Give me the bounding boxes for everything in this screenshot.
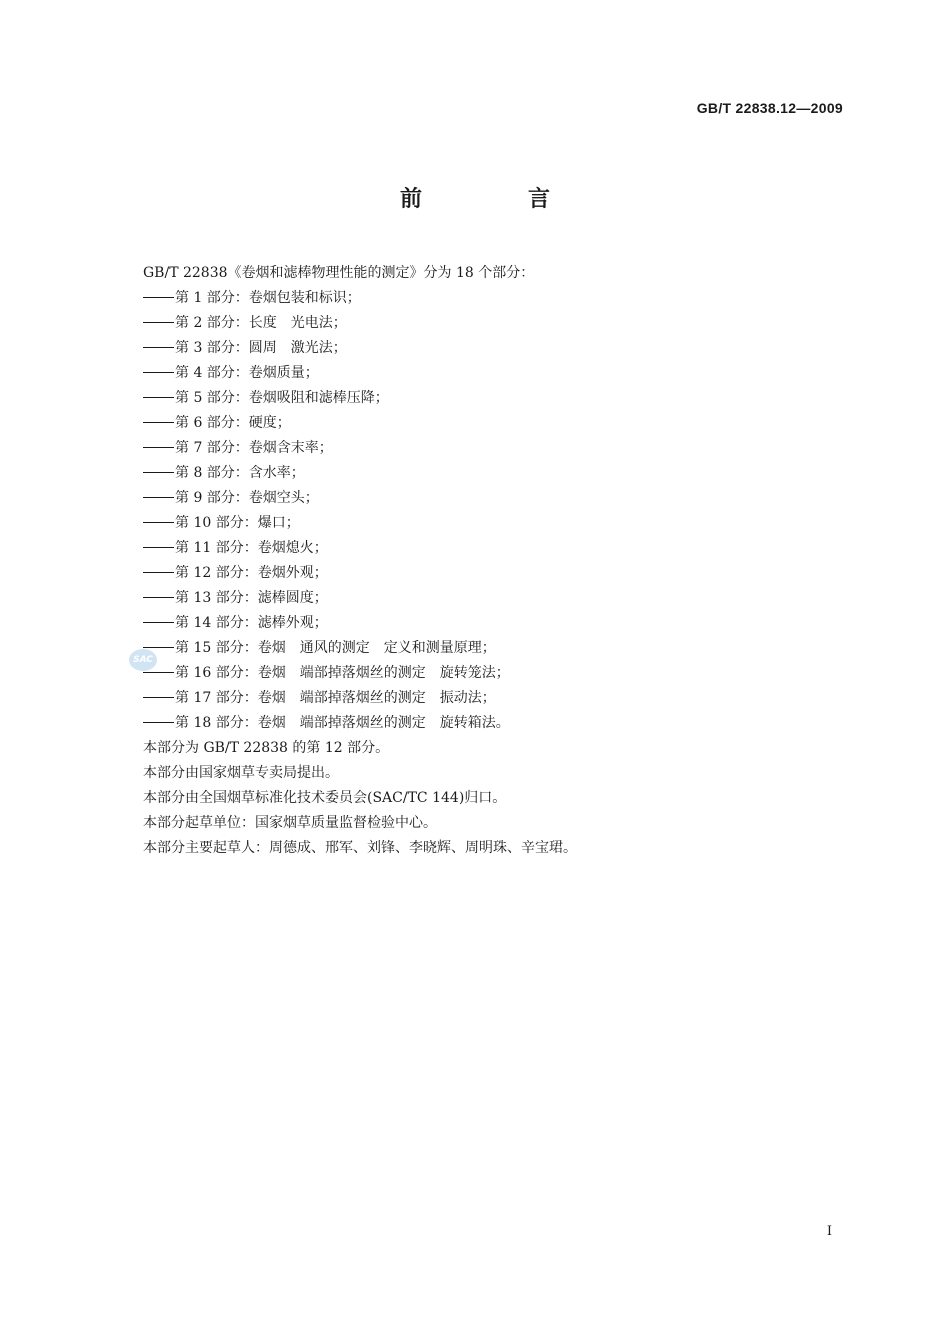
list-item <box>143 661 843 686</box>
list-item <box>143 361 843 386</box>
list-item <box>143 636 843 661</box>
dash-mark <box>143 697 174 698</box>
part-text: 第 5 部分：卷烟吸阻和滤棒压降； <box>175 390 389 406</box>
part-text: 第 1 部分：卷烟包装和标识； <box>175 290 361 306</box>
dash-mark <box>143 597 174 598</box>
part-text: 第 10 部分：爆口； <box>175 515 300 531</box>
dash-mark <box>143 347 174 348</box>
foreword-body <box>143 261 843 861</box>
part-text: 第 13 部分：滤棒圆度； <box>175 590 328 606</box>
list-item <box>143 686 843 711</box>
page-number: I <box>826 1224 832 1239</box>
centralized-statement: 本部分由全国烟草标准化技术委员会(SAC/TC 144)归口。 <box>143 790 507 806</box>
list-item <box>143 486 843 511</box>
drafting-unit-statement: 本部分起草单位：国家烟草质量监督检验中心。 <box>143 815 437 831</box>
list-item <box>143 286 843 311</box>
dash-mark <box>143 522 174 523</box>
list-item <box>143 711 843 736</box>
part-text: 第 11 部分：卷烟熄火； <box>175 540 328 556</box>
proposer-statement: 本部分由国家烟草专卖局提出。 <box>143 765 339 781</box>
dash-mark <box>143 722 174 723</box>
list-item <box>143 436 843 461</box>
part-text: 第 17 部分：卷烟 端部掉落烟丝的测定 振动法； <box>175 690 496 706</box>
list-item <box>143 336 843 361</box>
part-text: 第 3 部分：圆周 激光法； <box>175 340 347 356</box>
list-item <box>143 386 843 411</box>
part-number-statement: 本部分为 GB/T 22838 的第 12 部分。 <box>143 740 390 756</box>
dash-mark <box>143 447 174 448</box>
dash-mark <box>143 297 174 298</box>
list-item <box>143 536 843 561</box>
part-text: 第 4 部分：卷烟质量； <box>175 365 319 381</box>
list-item <box>143 611 843 636</box>
part-text: 第 18 部分：卷烟 端部掉落烟丝的测定 旋转箱法。 <box>175 715 510 731</box>
part-text: 第 7 部分：卷烟含末率； <box>175 440 333 456</box>
dash-mark <box>143 472 174 473</box>
dash-mark <box>143 497 174 498</box>
dash-mark <box>143 372 174 373</box>
list-item <box>143 311 843 336</box>
standard-code: GB/T 22838.12—2009 <box>696 100 843 116</box>
dash-mark <box>143 322 174 323</box>
part-text: 第 2 部分：长度 光电法； <box>175 315 347 331</box>
drafters-statement: 本部分主要起草人：周德成、邢军、刘锋、李晓辉、周明珠、辛宝珺。 <box>143 840 577 856</box>
part-text: 第 8 部分：含水率； <box>175 465 305 481</box>
intro-paragraph: GB/T 22838《卷烟和滤棒物理性能的测定》分为 18 个部分： <box>143 265 535 281</box>
dash-mark <box>143 622 174 623</box>
list-item <box>143 586 843 611</box>
dash-mark <box>143 397 174 398</box>
part-text: 第 9 部分：卷烟空头； <box>175 490 319 506</box>
part-text: 第 15 部分：卷烟 通风的测定 定义和测量原理； <box>175 640 496 656</box>
list-item <box>143 511 843 536</box>
page-title: 前 言 <box>399 187 592 212</box>
sac-watermark-logo: SAC <box>129 649 157 671</box>
dash-mark <box>143 547 174 548</box>
list-item <box>143 411 843 436</box>
parts-list <box>143 286 843 736</box>
part-text: 第 6 部分：硬度； <box>175 415 291 431</box>
dash-mark <box>143 422 174 423</box>
dash-mark <box>143 572 174 573</box>
list-item <box>143 461 843 486</box>
part-text: 第 16 部分：卷烟 端部掉落烟丝的测定 旋转笼法； <box>175 665 510 681</box>
list-item <box>143 561 843 586</box>
part-text: 第 12 部分：卷烟外观； <box>175 565 328 581</box>
dash-mark <box>143 672 174 673</box>
part-text: 第 14 部分：滤棒外观； <box>175 615 328 631</box>
dash-mark <box>143 647 174 648</box>
